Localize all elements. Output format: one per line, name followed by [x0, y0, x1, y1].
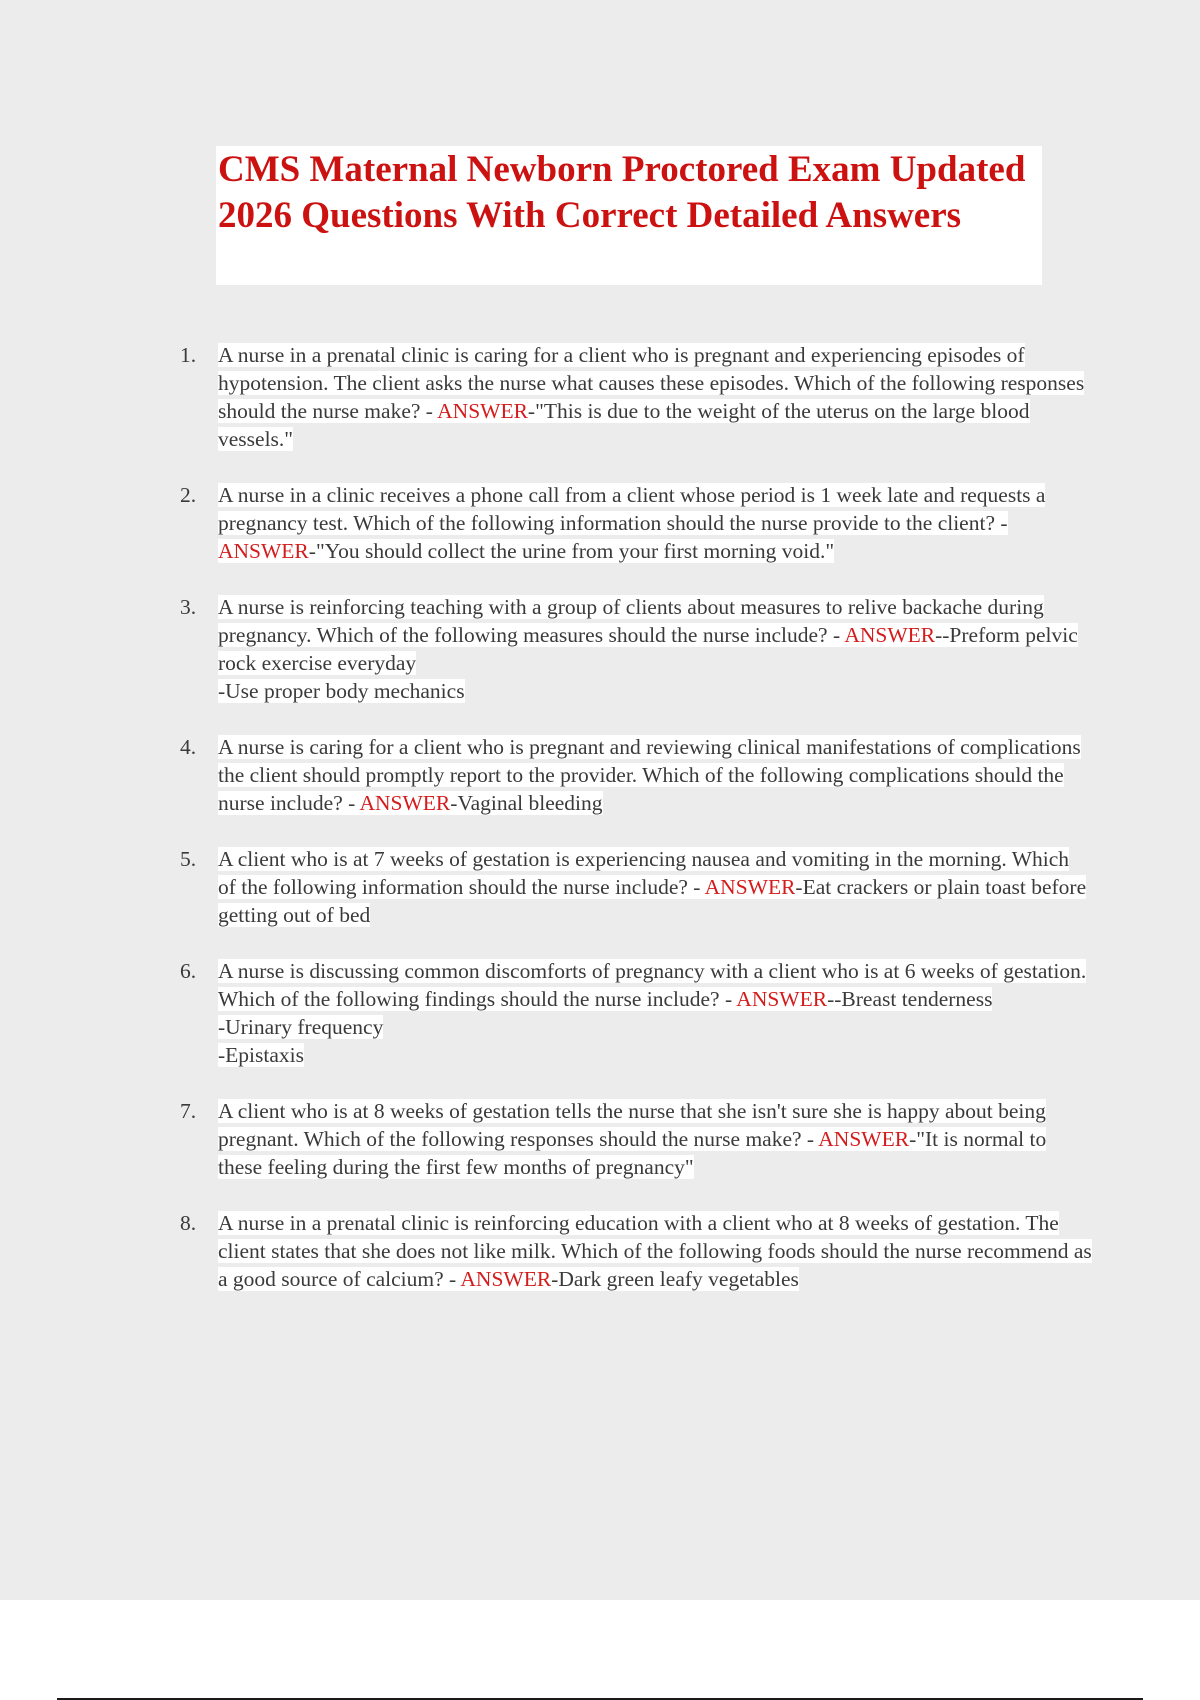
answer-text: -Vaginal bleeding — [450, 791, 603, 815]
question-item — [172, 1209, 1092, 1293]
question-body: A nurse is discussing common discomforts of pregnancy with a client who is at 6 weeks of gestation. Which of the following findings should the nurse include? - — [218, 959, 1087, 1011]
question-item — [172, 733, 1092, 817]
answer-label: ANSWER — [736, 987, 828, 1011]
question-body: A client who is at 7 weeks of gestation is experiencing nausea and vomiting in the morning. Which of the following information should the nurse include? - — [218, 847, 1070, 899]
question-number: 8. — [180, 1211, 197, 1235]
question-number: 4. — [180, 735, 197, 759]
answer-text: --Preform pelvic rock exercise everyday — [218, 623, 1078, 675]
question-text — [218, 1097, 1092, 1181]
question-text — [218, 593, 1092, 705]
answer-label: ANSWER — [359, 791, 451, 815]
answer-text: -Urinary frequency — [218, 1015, 384, 1039]
answer-text: -"You should collect the urine from your first morning void." — [308, 539, 835, 563]
answer-text: -"It is normal to these feeling during the first few months of pregnancy" — [218, 1127, 1047, 1179]
question-body: A nurse is reinforcing teaching with a group of clients about measures to relive backache during pregnancy. Which of the following measures should the nurse include? - — [218, 595, 1044, 647]
question-number: 2. — [180, 483, 197, 507]
answer-label: ANSWER — [818, 1127, 910, 1151]
document-title: CMS Maternal Newborn Proctored Exam Updated 2026 Questions With Correct Detailed Answers — [218, 149, 1026, 236]
question-item — [172, 845, 1092, 929]
answer-text: -Dark green leafy vegetables — [551, 1267, 799, 1291]
question-item — [172, 341, 1092, 453]
answer-text: -Epistaxis — [218, 1043, 304, 1067]
question-item — [172, 481, 1092, 565]
question-number: 6. — [180, 959, 197, 983]
question-body: A nurse in a prenatal clinic is caring for a client who is pregnant and experiencing episodes of hypotension. The client asks the nurse what causes these episodes. Which of the following responses should the nurse make? - — [218, 343, 1085, 423]
answer-text: -Eat crackers or plain toast before getting out of bed — [218, 875, 1087, 927]
question-text — [218, 1209, 1092, 1293]
question-list — [172, 341, 1092, 1321]
answer-text: --Breast tenderness — [827, 987, 993, 1011]
answer-label: ANSWER — [460, 1267, 552, 1291]
question-body: A nurse is caring for a client who is pregnant and reviewing clinical manifestations of complications the client should promptly report to the provider. Which of the following complications should the nurse include? - — [218, 735, 1081, 815]
answer-label: ANSWER — [218, 539, 309, 563]
page-footer — [0, 1600, 1200, 1700]
answer-label: ANSWER — [704, 875, 796, 899]
question-number: 5. — [180, 847, 197, 871]
question-number: 7. — [180, 1099, 197, 1123]
question-number: 3. — [180, 595, 197, 619]
question-text — [218, 957, 1092, 1069]
question-text — [218, 845, 1092, 929]
question-text — [218, 481, 1092, 565]
question-item — [172, 593, 1092, 705]
question-body: A client who is at 8 weeks of gestation tells the nurse that she isn't sure she is happy about being pregnant. Which of the following responses should the nurse make? - — [218, 1099, 1046, 1151]
question-body: A nurse in a prenatal clinic is reinforcing education with a client who at 8 weeks of gestation. The client states that she does not like milk. Which of the following foods should the nurse recommend as a good source of calcium? - — [218, 1211, 1092, 1291]
answer-label: ANSWER — [437, 399, 528, 423]
question-item — [172, 957, 1092, 1069]
question-number: 1. — [180, 343, 197, 367]
question-text — [218, 341, 1092, 453]
answer-label: ANSWER — [844, 623, 936, 647]
answer-text: -"This is due to the weight of the uterus on the large blood vessels." — [218, 399, 1030, 451]
question-text — [218, 733, 1092, 817]
question-item — [172, 1097, 1092, 1181]
answer-text: -Use proper body mechanics — [218, 679, 465, 703]
question-body: A nurse in a clinic receives a phone call from a client whose period is 1 week late and requests a pregnancy test. Which of the following information should the nurse provide to the client? - — [218, 483, 1046, 535]
